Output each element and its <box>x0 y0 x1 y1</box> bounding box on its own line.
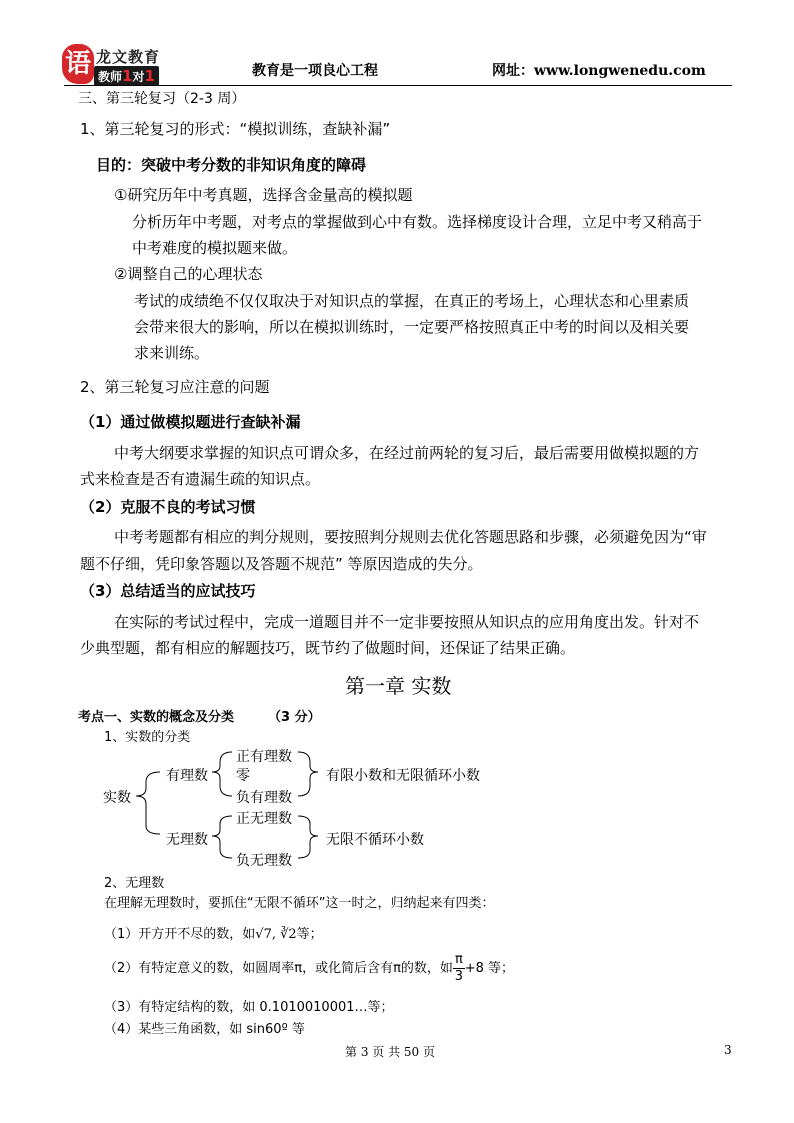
tree-rational-desc: 有限小数和无限循环小数 <box>326 768 480 784</box>
tree-irrational: 无理数 <box>166 832 208 848</box>
sub2-body-line2: 会带来很大的影响，所以在模拟训练时，一定要严格按照真正中考的时间以及相关要 <box>134 318 690 336</box>
point3-heading: （3）总结适当的应试技巧 <box>80 582 256 600</box>
point1-body-line1: 中考大纲要求掌握的知识点可谓众多，在经过前两轮的复习后，最后需要用做模拟题的方 <box>114 444 700 462</box>
section-title: 三、第三轮复习（2-3 周） <box>78 91 246 107</box>
point2-body-line1: 中考考题都有相应的判分规则，要按照判分规则去优化答题思路和步骤，必须避免因为“审 <box>114 528 707 546</box>
tree-negative-irrational: 负无理数 <box>236 853 292 869</box>
sub1-body-line1: 分析历年中考题，对考点的掌握做到心中有数。选择梯度设计合理，立足中考又稍高于 <box>132 213 703 231</box>
exam-point-score: （3 分） <box>268 710 321 725</box>
logo-tagline: 教师1对1 <box>94 66 159 86</box>
logo-brand: 龙文教育 <box>96 48 161 66</box>
classification-title: 1、实数的分类 <box>104 730 191 745</box>
header-slogan: 教育是一项良心工程 <box>252 63 378 79</box>
point3-body-line2: 少典型题，都有相应的解题技巧，既节约了做题时间，还保证了结果正确。 <box>80 639 576 657</box>
logo-seal-icon: 语 <box>62 44 94 84</box>
item-1-heading: 1、第三轮复习的形式：“模拟训练，查缺补漏” <box>80 120 391 138</box>
item-2-heading: 2、第三轮复习应注意的问题 <box>80 378 270 396</box>
tree-irrational-desc: 无限不循环小数 <box>326 832 424 848</box>
irrational-intro: 在理解无理数时，要抓住“无限不循环”这一时之，归纳起来有四类： <box>104 896 495 911</box>
point1-heading: （1）通过做模拟题进行查缺补漏 <box>80 413 301 431</box>
footer-page-info: 第 3 页 共 50 页 <box>345 1045 435 1059</box>
irrational-type-2: （2）有特定意义的数，如圆周率π，或化简后含有π的数，如 $\frac{\pi}{3}$ +8 等； <box>104 952 515 984</box>
tree-root-real: 实数 <box>103 790 131 806</box>
tree-rational: 有理数 <box>166 768 208 784</box>
point2-heading: （2）克服不良的考试习惯 <box>80 498 256 516</box>
irrational-title: 2、无理数 <box>104 876 165 891</box>
point1-body-line2: 式来检查是否有遗漏生疏的知识点。 <box>80 470 321 488</box>
point3-body-line1: 在实际的考试过程中，完成一道题目并不一定非要按照从知识点的应用角度出发。针对不 <box>114 613 700 631</box>
sub2-body-line1: 考试的成绩绝不仅仅取决于对知识点的掌握，在真正的考场上，心理状态和心里素质 <box>134 292 690 310</box>
point2-body-line2: 题不仔细，凭印象答题以及答题不规范” 等原因造成的失分。 <box>80 555 483 573</box>
goal-heading: 目的：突破中考分数的非知识角度的障碍 <box>96 156 367 174</box>
exam-point-title: 考点一、实数的概念及分类 <box>78 710 235 725</box>
sub2-title: ②调整自己的心理状态 <box>114 265 263 283</box>
irrational-radicals: √7, ∛2 <box>255 927 297 942</box>
sub1-body-line2: 中考难度的模拟题来做。 <box>132 239 298 257</box>
tree-positive-irrational: 正无理数 <box>236 811 292 827</box>
chapter-title: 第一章 实数 <box>345 674 452 698</box>
header-website: 网址：www.longwenedu.com <box>492 63 706 79</box>
tree-negative-rational: 负有理数 <box>236 790 292 806</box>
footer-page-number: 3 <box>724 1043 732 1057</box>
pi-over-three-fraction: $\frac{\pi}{3}$ <box>454 952 463 984</box>
irrational-type-4: （4）某些三角函数，如 sin60º 等 <box>104 1022 305 1037</box>
irrational-type-1: （1）开方开不尽的数，如√7, ∛2等； <box>104 927 323 942</box>
tree-positive-rational: 正有理数 <box>236 749 292 765</box>
sub1-title: ①研究历年中考真题，选择含金量高的模拟题 <box>114 186 413 204</box>
sub2-body-line3: 求来训练。 <box>134 344 210 362</box>
irrational-type-3: （3）有特定结构的数，如 0.1010010001…等； <box>104 1000 394 1015</box>
tree-zero: 零 <box>236 768 250 784</box>
